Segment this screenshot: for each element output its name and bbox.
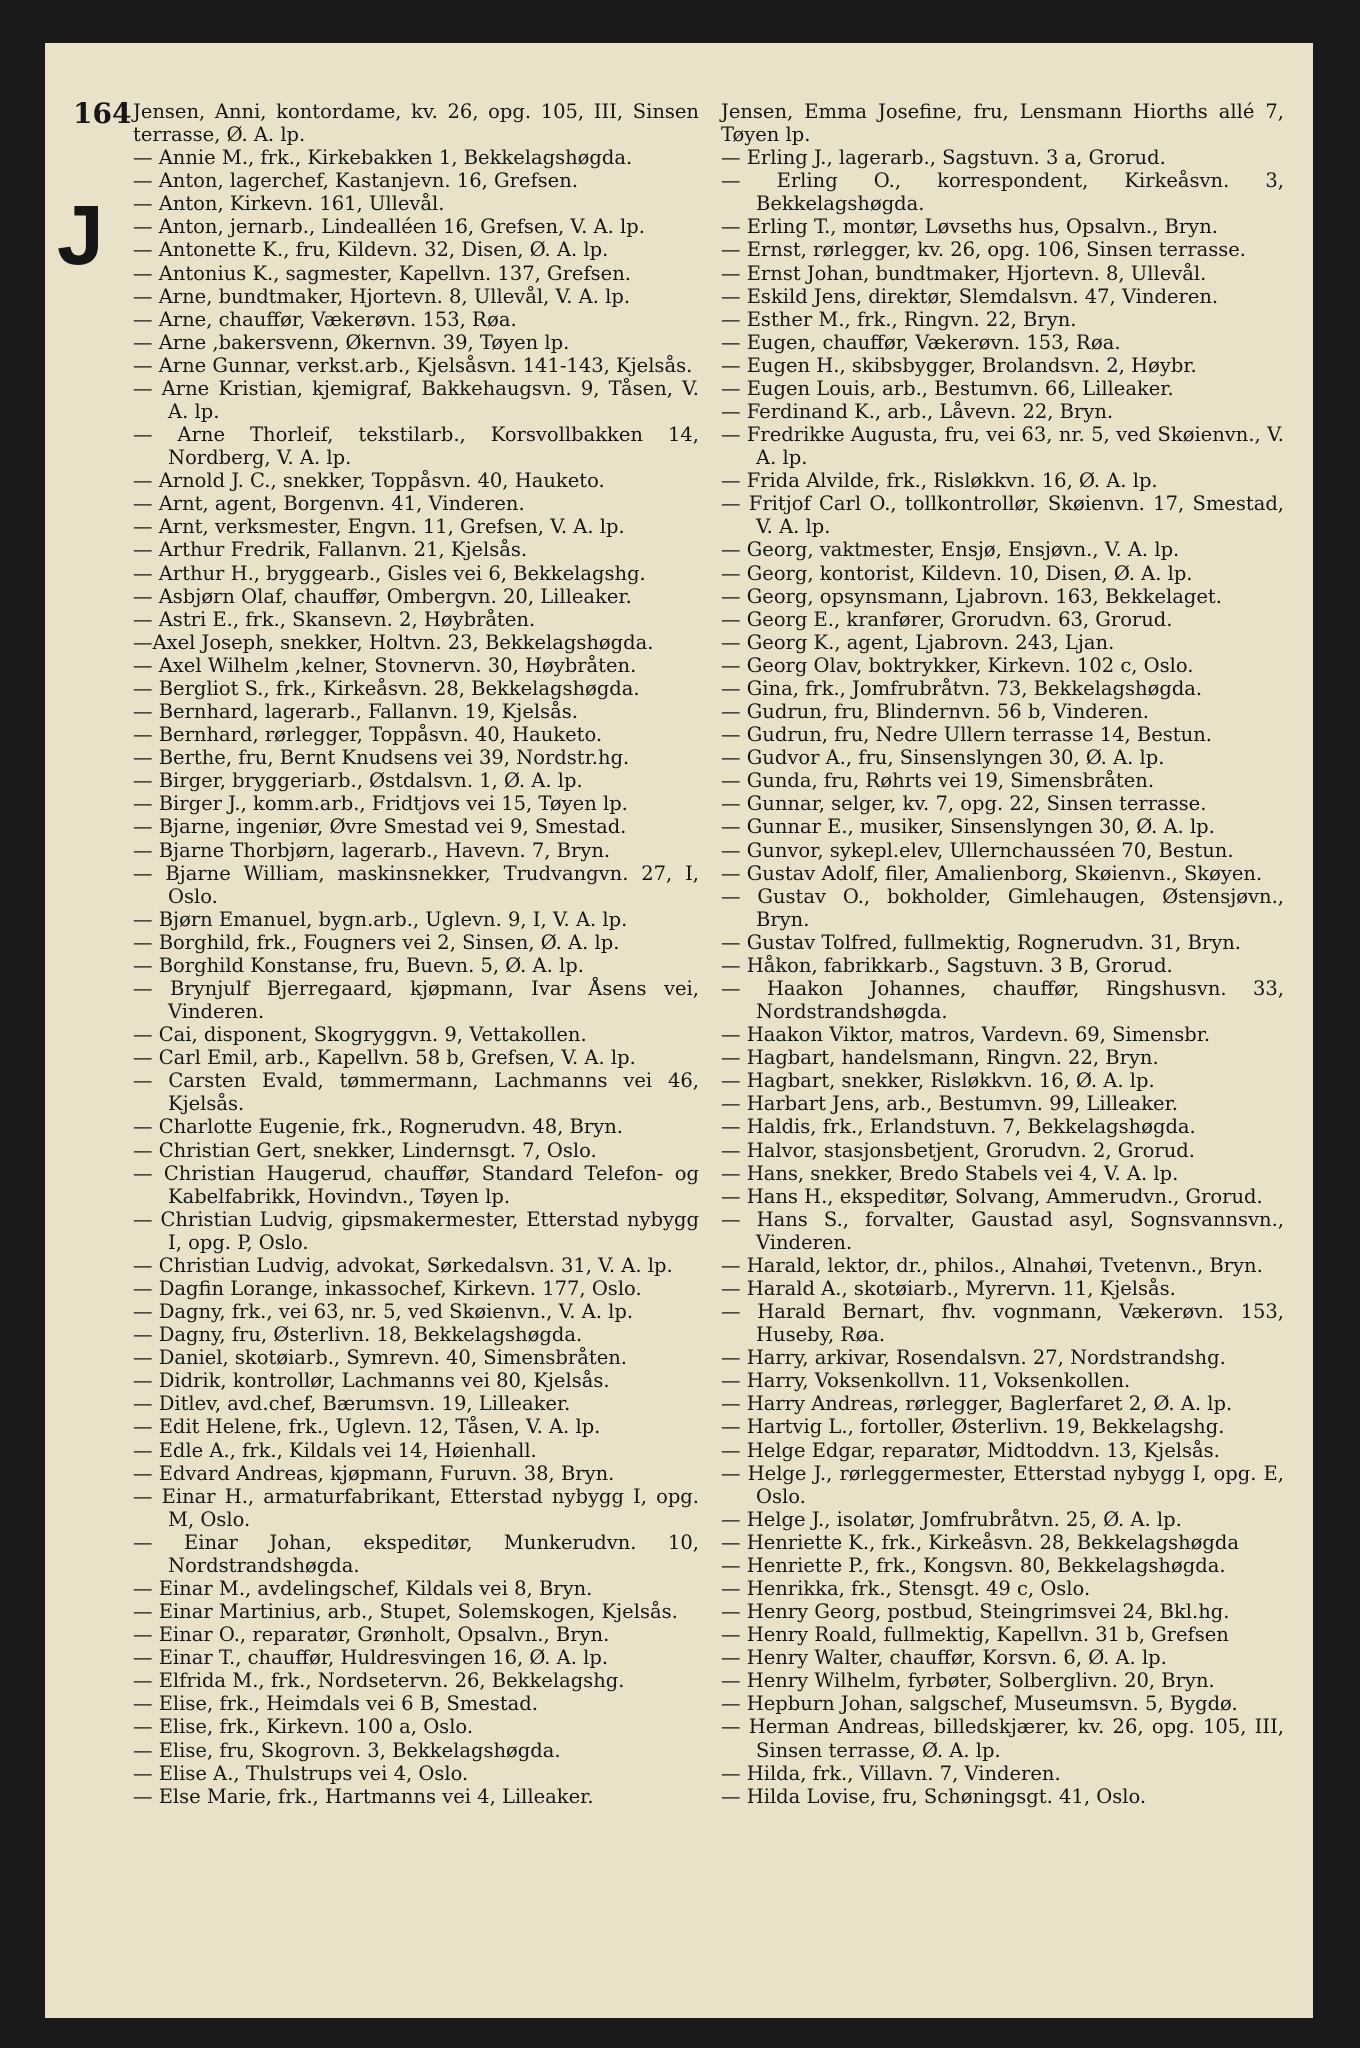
page-number: 164 [73, 97, 132, 130]
directory-entry: — Carl Emil, arb., Kapellvn. 58 b, Grefsen, V. A. lp. [133, 1046, 636, 1070]
directory-entry: — Bernhard, lagerarb., Fallanvn. 19, Kjelsås. [133, 700, 578, 724]
directory-entry: — Christian Gert, snekker, Lindernsgt. 7, Oslo. [133, 1138, 597, 1162]
directory-entry: — Helge Edgar, reparatør, Midtoddvn. 13, Kjelsås. [721, 1438, 1220, 1462]
directory-entry: — Håkon, fabrikkarb., Sagstuvn. 3 B, Grorud. [721, 953, 1173, 977]
directory-entry: — Dagny, frk., vei 63, nr. 5, ved Skøienvn., V. A. lp. [133, 1300, 634, 1324]
directory-entry: — Ferdinand K., arb., Låvevn. 22, Bryn. [721, 400, 1114, 424]
directory-entry: — Elise, fru, Skogrovn. 3, Bekkelagshøgda. [133, 1738, 561, 1762]
directory-entry: — Dagny, fru, Østerlivn. 18, Bekkelagshøgda. [133, 1323, 583, 1347]
directory-entry: — Harbart Jens, arb., Bestumvn. 99, Lilleaker. [721, 1092, 1178, 1116]
directory-entry: — Hagbart, handelsmann, Ringvn. 22, Bryn. [721, 1046, 1159, 1070]
directory-entry: — Esther M., frk., Ringvn. 22, Bryn. [721, 307, 1077, 331]
directory-entry: — Herman Andreas, billedskjærer, kv. 26, opg. 105, III, Sinsen terrasse, Ø. A. lp. [721, 1715, 1284, 1762]
directory-entry: — Eugen H., skibsbygger, Brolandsvn. 2, Høybr. [721, 353, 1197, 377]
directory-entry: — Gustav O., bokholder, Gimlehaugen, Østensjøvn., Bryn. [721, 884, 1284, 931]
directory-entry: — Ernst, rørlegger, kv. 26, opg. 106, Sinsen terrasse. [721, 238, 1246, 262]
directory-entry: — Erling O., korrespondent, Kirkeåsvn. 3, Bekkelagshøgda. [721, 169, 1284, 216]
directory-entry: — Gudrun, fru, Blindernvn. 56 b, Vinderen. [721, 700, 1149, 724]
directory-entry: — Elise A., Thulstrups vei 4, Oslo. [133, 1761, 469, 1785]
directory-entry: — Arthur Fredrik, Fallanvn. 21, Kjelsås. [133, 538, 528, 562]
directory-entry: — Halvor, stasjonsbetjent, Grorudvn. 2, Grorud. [721, 1138, 1195, 1162]
directory-entry: — Gustav Tolfred, fullmektig, Rognerudvn. 31, Bryn. [721, 930, 1241, 954]
directory-entry: — Fredrikke Augusta, fru, vei 63, nr. 5, ved Skøienvn., V. A. lp. [721, 423, 1284, 470]
directory-entry: — Elise, frk., Kirkevn. 100 a, Oslo. [133, 1715, 474, 1739]
directory-entry: — Harry, Voksenkollvn. 11, Voksenkollen. [721, 1369, 1131, 1393]
directory-entry: — Bjørn Emanuel, bygn.arb., Uglevn. 9, I, V. A. lp. [133, 907, 628, 931]
directory-entry: — Einar O., reparatør, Grønholt, Opsalvn., Bryn. [133, 1623, 610, 1647]
directory-entry: — Arne Kristian, kjemigraf, Bakkehaugsvn. 9, Tåsen, V. A. lp. [133, 376, 699, 424]
directory-entry: — Eskild Jens, direktør, Slemdalsvn. 47, Vinderen. [721, 284, 1219, 308]
directory-entry: — Hilda, frk., Villavn. 7, Vinderen. [721, 1761, 1061, 1785]
directory-entry: — Astri E., frk., Skansevn. 2, Høybråten. [133, 607, 536, 631]
directory-entry: — Gunnar, selger, kv. 7, opg. 22, Sinsen terrasse. [721, 792, 1207, 816]
directory-entry: — Annie M., frk., Kirkebakken 1, Bekkelagshøgda. [133, 146, 633, 170]
directory-entry: — Hagbart, snekker, Risløkkvn. 16, Ø. A. lp. [721, 1069, 1155, 1093]
directory-entry: — Bergliot S., frk., Kirkeåsvn. 28, Bekkelagshøgda. [133, 676, 640, 700]
directory-entry: — Eugen, chauffør, Vækerøvn. 153, Røa. [721, 330, 1121, 354]
directory-entry: — Gunnar E., musiker, Sinsenslyngen 30, Ø. A. lp. [721, 815, 1215, 839]
directory-entry: — Edvard Andreas, kjøpmann, Furuvn. 38, Bryn. [133, 1461, 615, 1485]
directory-entry: — Bernhard, rørlegger, Toppåsvn. 40, Hauketo. [133, 723, 603, 747]
directory-page [45, 43, 1313, 2018]
directory-entry: — Bjarne William, maskinsnekker, Trudvangvn. 27, I, Oslo. [133, 861, 699, 908]
directory-entry: — Hans H., ekspeditør, Solvang, Ammerudvn., Grorud. [721, 1184, 1263, 1208]
directory-entry: — Henry Roald, fullmektig, Kapellvn. 31 b, Grefsen [721, 1623, 1229, 1647]
directory-entry: — Arne ,bakersvenn, Økernvn. 39, Tøyen lp. [133, 330, 570, 354]
directory-entry: — Gudrun, fru, Nedre Ullern terrasse 14, Bestun. [721, 723, 1212, 747]
directory-entry: — Einar Martinius, arb., Stupet, Solemskogen, Kjelsås. [133, 1600, 678, 1624]
directory-entry: — Christian Ludvig, advokat, Sørkedalsvn. 31, V. A. lp. [133, 1253, 673, 1277]
directory-entry: — Brynjulf Bjerregaard, kjøpmann, Ivar Åsens vei, Vinderen. [133, 976, 699, 1024]
directory-entry: — Antonius K., sagmester, Kapellvn. 137, Grefsen. [133, 261, 631, 285]
directory-entry: — Hartvig L., fortoller, Østerlivn. 19, Bekkelagshg. [721, 1415, 1225, 1439]
directory-entry: — Didrik, kontrollør, Lachmanns vei 80, Kjelsås. [133, 1369, 610, 1393]
directory-entry: — Anton, lagerchef, Kastanjevn. 16, Grefsen. [133, 169, 578, 193]
directory-entry: Jensen, Anni, kontordame, kv. 26, opg. 105, III, Sinsen terrasse, Ø. A. lp. [133, 100, 699, 147]
directory-entry: — Einar Johan, ekspeditør, Munkerudvn. 10, Nordstrandshøgda. [133, 1530, 699, 1577]
directory-entry: — Haldis, frk., Erlandstuvn. 7, Bekkelagshøgda. [721, 1115, 1196, 1139]
directory-entry: — Birger, bryggeriarb., Østdalsvn. 1, Ø. A. lp. [133, 769, 583, 793]
directory-entry: — Else Marie, frk., Hartmanns vei 4, Lilleaker. [133, 1784, 594, 1808]
directory-entry: — Arnt, verksmester, Engvn. 11, Grefsen, V. A. lp. [133, 515, 625, 539]
directory-entry: — Elfrida M., frk., Nordsetervn. 26, Bekkelagshg. [133, 1669, 625, 1693]
directory-entry: — Borghild, frk., Fougners vei 2, Sinsen, Ø. A. lp. [133, 930, 620, 954]
directory-entry: — Henry Georg, postbud, Steingrimsvei 24, Bkl.hg. [721, 1600, 1230, 1624]
directory-entry: — Carsten Evald, tømmermann, Lachmanns vei 46, Kjelsås. [133, 1069, 699, 1116]
directory-entry: — Anton, jernarb., Lindealléen 16, Grefsen, V. A. lp. [133, 215, 645, 239]
directory-entry: — Helge J., rørleggermester, Etterstad nybygg I, opg. E, Oslo. [721, 1461, 1284, 1508]
directory-entry: — Helge J., isolatør, Jomfrubråtvn. 25, Ø. A. lp. [721, 1507, 1182, 1531]
directory-entry: — Ernst Johan, bundtmaker, Hjortevn. 8, Ullevål. [721, 261, 1207, 285]
directory-entry: Jensen, Emma Josefine, fru, Lensmann Hiorths allé 7, Tøyen lp. [721, 100, 1284, 147]
directory-entry: — Arthur H., bryggearb., Gisles vei 6, Bekkelagshg. [133, 561, 646, 585]
directory-entry: — Einar M., avdelingschef, Kildals vei 8, Bryn. [133, 1577, 593, 1600]
directory-entry: — Haakon Johannes, chauffør, Ringshusvn. 33, Nordstrandshøgda. [721, 976, 1284, 1024]
directory-entry: — Arne, bundtmaker, Hjortevn. 8, Ullevål, V. A. lp. [133, 284, 631, 308]
directory-entry: — Hepburn Johan, salgschef, Museumsvn. 5, Bygdø. [721, 1692, 1238, 1716]
directory-entry: — Henriette P., frk., Kongsvn. 80, Bekkelagshøgda. [721, 1553, 1226, 1577]
directory-entry: — Arne Thorleif, tekstilarb., Korsvollbakken 14, Nordberg, V. A. lp. [133, 423, 699, 470]
directory-entry: — Harald Bernart, fhv. vognmann, Vækerøvn. 153, Huseby, Røa. [721, 1300, 1284, 1347]
directory-entry: — Gudvor A., fru, Sinsenslyngen 30, Ø. A. lp. [721, 746, 1165, 770]
directory-entry: — Georg K., agent, Ljabrovn. 243, Ljan. [721, 630, 1115, 654]
directory-entry: — Arne, chauffør, Vækerøvn. 153, Røa. [133, 307, 517, 331]
directory-entry: — Berthe, fru, Bernt Knudsens vei 39, Nordstr.hg. [133, 746, 630, 770]
directory-entry: — Gina, frk., Jomfrubråtvn. 73, Bekkelagshøgda. [721, 676, 1203, 700]
directory-entry: — Gunda, fru, Røhrts vei 19, Simensbråten. [721, 769, 1155, 793]
directory-entry: — Henrikka, frk., Stensgt. 49 c, Oslo. [721, 1577, 1091, 1600]
left-column [133, 100, 699, 1808]
directory-entry: — Axel Wilhelm ,kelner, Stovnervn. 30, Høybråten. [133, 653, 637, 677]
directory-entry: — Daniel, skotøiarb., Symrevn. 40, Simensbråten. [133, 1346, 627, 1370]
directory-entry: — Fritjof Carl O., tollkontrollør, Skøienvn. 17, Smestad, V. A. lp. [721, 492, 1284, 539]
directory-entry: — Hans S., forvalter, Gaustad asyl, Sognsvannsvn., Vinderen. [721, 1207, 1284, 1254]
directory-entry: — Harald A., skotøiarb., Myrervn. 11, Kjelsås. [721, 1276, 1176, 1300]
directory-entry: — Georg, kontorist, Kildevn. 10, Disen, Ø. A. lp. [721, 561, 1193, 585]
directory-entry: — Harald, lektor, dr., philos., Alnahøi, Tvetenvn., Bryn. [721, 1253, 1263, 1277]
directory-entry: — Christian Ludvig, gipsmakermester, Etterstad nybygg I, opg. P, Oslo. [133, 1207, 699, 1254]
directory-entry: — Frida Alvilde, frk., Risløkkvn. 16, Ø. A. lp. [721, 469, 1158, 493]
directory-entry: — Christian Haugerud, chauffør, Standard Telefon- og Kabelfabrikk, Hovindvn., Tøyen lp. [133, 1161, 699, 1208]
directory-entry: — Einar T., chauffør, Huldresvingen 16, Ø. A. lp. [133, 1646, 609, 1670]
directory-entry: — Dagfin Lorange, inkassochef, Kirkevn. 177, Oslo. [133, 1276, 642, 1300]
directory-entry: — Henriette K., frk., Kirkeåsvn. 28, Bekkelagshøgda [721, 1530, 1240, 1554]
directory-entry: — Georg, opsynsmann, Ljabrovn. 163, Bekkelaget. [721, 584, 1222, 608]
directory-entry: — Eugen Louis, arb., Bestumvn. 66, Lilleaker. [721, 376, 1174, 400]
section-letter: J [57, 188, 104, 282]
directory-entry: — Edle A., frk., Kildals vei 14, Høienhall. [133, 1438, 537, 1462]
directory-entry: — Birger J., komm.arb., Fridtjovs vei 15, Tøyen lp. [133, 792, 628, 816]
directory-entry: — Bjarne, ingeniør, Øvre Smestad vei 9, Smestad. [133, 815, 627, 839]
directory-entry: — Henry Wilhelm, fyrbøter, Solberglivn. 20, Bryn. [721, 1669, 1215, 1693]
directory-entry: — Ditlev, avd.chef, Bærumsvn. 19, Lilleaker. [133, 1392, 571, 1416]
directory-entry: — Asbjørn Olaf, chauffør, Ombergvn. 20, Lilleaker. [133, 584, 632, 608]
directory-entry: — Erling T., montør, Løvseths hus, Opsalvn., Bryn. [721, 215, 1218, 239]
directory-entry: — Elise, frk., Heimdals vei 6 B, Smestad. [133, 1692, 538, 1716]
directory-entry: — Harry, arkivar, Rosendalsvn. 27, Nordstrandshg. [721, 1346, 1226, 1370]
directory-entry: — Erling J., lagerarb., Sagstuvn. 3 a, Grorud. [721, 146, 1166, 170]
directory-entry: — Haakon Viktor, matros, Vardevn. 69, Simensbr. [721, 1023, 1211, 1047]
directory-entry: — Arnold J. C., snekker, Toppåsvn. 40, Hauketo. [133, 469, 605, 493]
right-column [721, 100, 1284, 1808]
directory-entry: — Anton, Kirkevn. 161, Ullevål. [133, 192, 445, 216]
directory-entry: — Georg E., kranfører, Grorudvn. 63, Grorud. [721, 607, 1173, 631]
directory-entry: — Bjarne Thorbjørn, lagerarb., Havevn. 7, Bryn. [133, 838, 611, 862]
directory-entry: — Henry Walter, chauffør, Korsvn. 6, Ø. A. lp. [721, 1646, 1167, 1670]
directory-entry: — Gunvor, sykepl.elev, Ullernchausséen 70, Bestun. [721, 838, 1234, 862]
directory-entry: — Einar H., armaturfabrikant, Etterstad nybygg I, opg. M, Oslo. [133, 1484, 699, 1531]
directory-entry: — Gustav Adolf, filer, Amalienborg, Skøienvn., Skøyen. [721, 861, 1263, 885]
directory-entry: — Cai, disponent, Skogryggvn. 9, Vettakollen. [133, 1023, 587, 1047]
directory-entry: — Georg Olav, boktrykker, Kirkevn. 102 c, Oslo. [721, 653, 1194, 677]
directory-entry: — Harry Andreas, rørlegger, Baglerfaret 2, Ø. A. lp. [721, 1392, 1233, 1416]
directory-entry: — Antonette K., fru, Kildevn. 32, Disen, Ø. A. lp. [133, 238, 609, 262]
directory-entry: — Hans, snekker, Bredo Stabels vei 4, V. A. lp. [721, 1161, 1179, 1185]
directory-entry: —Axel Joseph, snekker, Holtvn. 23, Bekkelagshøgda. [133, 630, 654, 654]
directory-entry: — Arne Gunnar, verkst.arb., Kjelsåsvn. 141-143, Kjelsås. [133, 353, 693, 377]
directory-entry: — Charlotte Eugenie, frk., Rognerudvn. 48, Bryn. [133, 1115, 623, 1139]
directory-entry: — Edit Helene, frk., Uglevn. 12, Tåsen, V. A. lp. [133, 1415, 601, 1439]
directory-entry: — Arnt, agent, Borgenvn. 41, Vinderen. [133, 492, 525, 516]
directory-entry: — Borghild Konstanse, fru, Buevn. 5, Ø. A. lp. [133, 953, 584, 977]
directory-entry: — Hilda Lovise, fru, Schøningsgt. 41, Oslo. [721, 1784, 1147, 1808]
directory-entry: — Georg, vaktmester, Ensjø, Ensjøvn., V. A. lp. [721, 538, 1180, 562]
